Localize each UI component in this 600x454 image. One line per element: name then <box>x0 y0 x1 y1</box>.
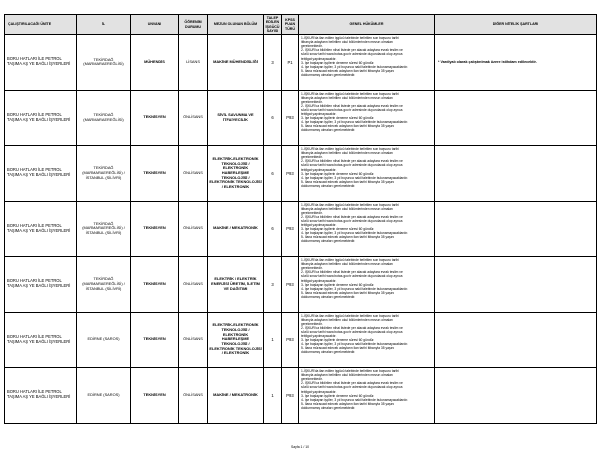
general-provision-line: 3- İşe başlayan işçilerin deneme süresi 60 gündür. <box>301 393 375 398</box>
header-row <box>5 15 597 35</box>
cell-other-qualifications <box>435 201 597 257</box>
general-provision-line: gerekmektedir. <box>301 99 323 104</box>
cell-department: SİVİL SAVUNMA VE İTFAİYECİLİK <box>208 90 264 146</box>
cell-education: ÖNLİSANS <box>179 201 208 257</box>
cell-general-provisions <box>299 146 435 202</box>
page-footer: Sayfa 1 / 10 <box>290 445 310 449</box>
general-provision-line: tebligat yapılmayacaktır. <box>301 389 337 394</box>
cell-kpss: P93 <box>282 257 299 313</box>
general-provision-line: doldurmamış olmaları gerekmektedir. <box>301 405 356 410</box>
general-provision-line: itibarıyla adayların belirtilen okul bölümlerinden mezun olmaları <box>301 151 393 156</box>
cell-unit: BORU HATLARI İLE PETROL TAŞIMA AŞ YE BAĞLI İŞYERLERİ <box>5 257 77 313</box>
header-general-provisions: GENEL HÜKÜMLER <box>299 15 435 35</box>
cell-title: TEKNİSYEN <box>131 257 179 313</box>
cell-title: TEKNİSYEN <box>131 368 179 424</box>
cell-city: TEKİRDAĞ (MARMARAEREĞLİSİ) <box>77 35 131 91</box>
general-provision-line: 2- İŞKUR'ca bildirilen nihai listede yer alacak adaylara evrak teslim ve <box>301 270 403 275</box>
table-row <box>5 90 597 146</box>
cell-department: MAKİNE MÜHENDİSLİĞİ <box>208 35 264 91</box>
cell-department: MAKİNE / MEKATRONİK <box>208 201 264 257</box>
header-city: İL <box>77 15 131 35</box>
cell-general-provisions <box>299 201 435 257</box>
general-provision-line: doldurmamış olmaları gerekmektedir. <box>301 128 356 133</box>
cell-count: 1 <box>264 312 282 368</box>
cell-count: 6 <box>264 90 282 146</box>
cell-count: 6 <box>264 146 282 202</box>
cell-department: ELEKTRİK-ELEKTRONİK TEKNOLOJİSİ / ELEKTRONİK HABERLEŞME TEKNOLOJİSİ / ELEKTRONİK TEKNOLOJİSİ / ELEKTRONİK <box>208 312 264 368</box>
cell-city: EDİRNE (SAROS) <box>77 368 131 424</box>
general-provision-line: tebligat yapılmayacaktır. <box>301 223 337 228</box>
general-provision-line: tebligat yapılmayacaktır. <box>301 278 337 283</box>
general-provision-line: gerekmektedir. <box>301 155 323 160</box>
cell-education: ÖNLİSANS <box>179 368 208 424</box>
cell-city: EDİRNE (SAROS) <box>77 312 131 368</box>
general-provision-line: itibarıyla adayların belirtilen okul bölümlerinden mezun olmaları <box>301 95 393 100</box>
table-row <box>5 35 597 91</box>
cell-kpss: P93 <box>282 368 299 424</box>
general-provision-line: sözlü sınav tarihi www.botas.gov.tr adresinde duyurulacak olup ayrıca <box>301 385 403 390</box>
cell-title: TEKNİSYEN <box>131 312 179 368</box>
cell-count: 3 <box>264 257 282 313</box>
cell-other-qualifications <box>435 312 597 368</box>
general-provision-line: sözlü sınav tarihi www.botas.gov.tr adresinde duyurulacak olup ayrıca <box>301 218 403 223</box>
table-row <box>5 368 597 424</box>
cell-unit: BORU HATLARI İLE PETROL TAŞIMA AŞ YE BAĞLI İŞYERLERİ <box>5 201 77 257</box>
cell-city: TEKİRDAĞ (MARMARAEREĞLİSİ) / İSTANBUL (SİLİVRİ) <box>77 201 131 257</box>
general-provision-line: tebligat yapılmayacaktır. <box>301 167 337 172</box>
table-body <box>5 35 597 424</box>
cell-kpss: P93 <box>282 146 299 202</box>
cell-general-provisions <box>299 35 435 91</box>
general-provision-line: 1-İŞKUR'da ilan edilen işgücü talebinde belirtilen son başvuru tarihi <box>301 313 399 318</box>
header-department: MEZUN OLUNAN BÖLÜM <box>208 15 264 35</box>
general-provision-line: sözlü sınav tarihi www.botas.gov.tr adresinde duyurulacak olup ayrıca <box>301 52 403 57</box>
cell-education: ÖNLİSANS <box>179 146 208 202</box>
cell-general-provisions <box>299 312 435 368</box>
general-provision-line: 1-İŞKUR'da ilan edilen işgücü talebinde belirtilen son başvuru tarihi <box>301 36 399 40</box>
cell-department: ELEKTRİK-ELEKTRONİK TEKNOLOJİSİ / ELEKTRONİK HABERLEŞME TEKNOLOJİSİ / ELEKTRONİK TEKNOLOJİSİ / ELEKTRONİK <box>208 146 264 202</box>
general-provision-line: 4- İşe başlayan işçiler, 3 yıl boyunca nakil talebinde bulunamayacaklardır. <box>301 342 409 347</box>
general-provision-line: 4- İşe başlayan işçiler, 3 yıl boyunca nakil talebinde bulunamayacaklardır. <box>301 120 409 125</box>
general-provision-line: 4- İşe başlayan işçiler, 3 yıl boyunca nakil talebinde bulunamayacaklardır. <box>301 286 409 291</box>
table-row <box>5 312 597 368</box>
general-provision-line: 2- İŞKUR'ca bildirilen nihai listede yer alacak adaylara evrak teslim ve <box>301 103 403 108</box>
general-provision-line: 5- İlana müracaat edecek adayların ilan tarihi itibarıyla 35 yaşını <box>301 235 395 240</box>
general-provision-line: 1-İŞKUR'da ilan edilen işgücü talebinde belirtilen son başvuru tarihi <box>301 369 399 373</box>
general-provision-line: tebligat yapılmayacaktır. <box>301 112 337 117</box>
header-count: TALEP EDİLEN İŞGÜCÜ SAYISI <box>264 15 282 35</box>
cell-other-qualifications <box>435 368 597 424</box>
general-provision-line: sözlü sınav tarihi www.botas.gov.tr adresinde duyurulacak olup ayrıca <box>301 107 403 112</box>
cell-unit: BORU HATLARI İLE PETROL TAŞIMA AŞ YE BAĞLI İŞYERLERİ <box>5 368 77 424</box>
cell-city: TEKİRDAĞ (MARMARAEREĞLİSİ) / İSTANBUL (SİLİVRİ) <box>77 257 131 313</box>
general-provision-line: 2- İŞKUR'ca bildirilen nihai listede yer alacak adaylara evrak teslim ve <box>301 159 403 164</box>
cell-kpss: P93 <box>282 312 299 368</box>
general-provision-line: doldurmamış olmaları gerekmektedir. <box>301 239 356 244</box>
cell-city: TEKİRDAĞ (MARMARAEREĞLİSİ) / İSTANBUL (SİLİVRİ) <box>77 146 131 202</box>
general-provision-line: gerekmektedir. <box>301 210 323 215</box>
general-provision-line: 3- İşe başlayan işçilerin deneme süresi 60 gündür. <box>301 60 375 65</box>
general-provision-line: gerekmektedir. <box>301 266 323 271</box>
cell-other-qualifications <box>435 257 597 313</box>
cell-title: MÜHENDİS <box>131 35 179 91</box>
general-provision-line: 1-İŞKUR'da ilan edilen işgücü talebinde belirtilen son başvuru tarihi <box>301 258 399 262</box>
cell-education: LİSANS <box>179 35 208 91</box>
general-provision-line: 2- İŞKUR'ca bildirilen nihai listede yer alacak adaylara evrak teslim ve <box>301 48 403 53</box>
general-provision-line: 3- İşe başlayan işçilerin deneme süresi 60 gündür. <box>301 338 375 343</box>
cell-count: 6 <box>264 201 282 257</box>
cell-department: ELEKTRİK / ELEKTRİK ENERJİSİ ÜRETİM, İLETİM VE DAĞITIMI <box>208 257 264 313</box>
general-provision-line: 3- İşe başlayan işçilerin deneme süresi 60 gündür. <box>301 282 375 287</box>
cell-other-qualifications <box>435 90 597 146</box>
general-provision-line: tebligat yapılmayacaktır. <box>301 334 337 339</box>
general-provision-line: itibarıyla adayların belirtilen okul bölümlerinden mezun olmaları <box>301 262 393 267</box>
general-provision-line: 5- İlana müracaat edecek adayların ilan tarihi itibarıyla 35 yaşını <box>301 179 395 184</box>
job-listing-sheet <box>4 14 596 424</box>
general-provision-line: doldurmamış olmaları gerekmektedir. <box>301 294 356 299</box>
job-listing-table <box>4 14 597 424</box>
cell-education: ÖNLİSANS <box>179 90 208 146</box>
general-provision-line: itibarıyla adayların belirtilen okul bölümlerinden mezun olmaları <box>301 317 393 322</box>
general-provision-line: gerekmektedir. <box>301 44 323 49</box>
general-provision-line: gerekmektedir. <box>301 377 323 382</box>
general-provision-line: 5- İlana müracaat edecek adayların ilan tarihi itibarıyla 35 yaşını <box>301 401 395 406</box>
general-provision-line: 4- İşe başlayan işçiler, 3 yıl boyunca nakil talebinde bulunamayacaklardır. <box>301 397 409 402</box>
general-provision-line: sözlü sınav tarihi www.botas.gov.tr adresinde duyurulacak olup ayrıca <box>301 329 403 334</box>
general-provision-line: gerekmektedir. <box>301 321 323 326</box>
header-title: UNVANI <box>131 15 179 35</box>
cell-general-provisions <box>299 368 435 424</box>
general-provision-line: 4- İşe başlayan işçiler, 3 yıl boyunca nakil talebinde bulunamayacaklardır. <box>301 64 409 69</box>
cell-title: TEKNİSYEN <box>131 90 179 146</box>
cell-kpss: P1 <box>282 35 299 91</box>
general-provision-line: doldurmamış olmaları gerekmektedir. <box>301 72 356 77</box>
header-other-qualifications: DİĞER NİTELİK ŞARTLARI <box>435 15 597 35</box>
cell-other-qualifications <box>435 146 597 202</box>
cell-unit: BORU HATLARI İLE PETROL TAŞIMA AŞ YE BAĞLI İŞYERLERİ <box>5 90 77 146</box>
general-provision-line: 5- İlana müracaat edecek adayların ilan tarihi itibarıyla 35 yaşını <box>301 68 395 73</box>
cell-city: TEKİRDAĞ (MARMARAEREĞLİSİ) <box>77 90 131 146</box>
cell-general-provisions <box>299 90 435 146</box>
cell-unit: BORU HATLARI İLE PETROL TAŞIMA AŞ YE BAĞLI İŞYERLERİ <box>5 146 77 202</box>
cell-kpss: P93 <box>282 201 299 257</box>
cell-unit: BORU HATLARI İLE PETROL TAŞIMA AŞ YE BAĞLI İŞYERLERİ <box>5 35 77 91</box>
header-unit: ÇALIŞTIRILACAĞI ÜNİTE <box>5 15 77 35</box>
cell-title: TEKNİSYEN <box>131 146 179 202</box>
general-provision-line: 1-İŞKUR'da ilan edilen işgücü talebinde belirtilen son başvuru tarihi <box>301 91 399 96</box>
general-provision-line: 1-İŞKUR'da ilan edilen işgücü talebinde belirtilen son başvuru tarihi <box>301 147 399 151</box>
general-provision-line: 2- İŞKUR'ca bildirilen nihai listede yer alacak adaylara evrak teslim ve <box>301 214 403 219</box>
general-provision-line: sözlü sınav tarihi www.botas.gov.tr adresinde duyurulacak olup ayrıca <box>301 163 403 168</box>
general-provision-line: 5- İlana müracaat edecek adayların ilan tarihi itibarıyla 35 yaşını <box>301 124 395 129</box>
cell-count: 3 <box>264 35 282 91</box>
general-provision-line: 5- İlana müracaat edecek adayların ilan tarihi itibarıyla 35 yaşını <box>301 346 395 351</box>
cell-unit: BORU HATLARI İLE PETROL TAŞIMA AŞ YE BAĞLI İŞYERLERİ <box>5 312 77 368</box>
cell-kpss: P93 <box>282 90 299 146</box>
cell-general-provisions <box>299 257 435 313</box>
header-education: ÖĞRENİM DURUMU <box>179 15 208 35</box>
cell-education: ÖNLİSANS <box>179 257 208 313</box>
general-provision-line: 1-İŞKUR'da ilan edilen işgücü talebinde belirtilen son başvuru tarihi <box>301 202 399 207</box>
general-provision-line: 3- İşe başlayan işçilerin deneme süresi 60 gündür. <box>301 116 375 121</box>
general-provision-line: itibarıyla adayların belirtilen okul bölümlerinden mezun olmaları <box>301 206 393 211</box>
general-provision-line: doldurmamış olmaları gerekmektedir. <box>301 183 356 188</box>
general-provision-line: 2- İŞKUR'ca bildirilen nihai listede yer alacak adaylara evrak teslim ve <box>301 325 403 330</box>
general-provision-line: itibarıyla adayların belirtilen okul bölümlerinden mezun olmaları <box>301 40 393 45</box>
table-row <box>5 257 597 313</box>
table-row <box>5 146 597 202</box>
header-kpss: KPSS PUAN TÜRÜ <box>282 15 299 35</box>
general-provision-line: 3- İşe başlayan işçilerin deneme süresi 60 gündür. <box>301 227 375 232</box>
general-provision-line: sözlü sınav tarihi www.botas.gov.tr adresinde duyurulacak olup ayrıca <box>301 274 403 279</box>
cell-count: 1 <box>264 368 282 424</box>
general-provision-line: doldurmamış olmaları gerekmektedir. <box>301 350 356 355</box>
general-provision-line: 3- İşe başlayan işçilerin deneme süresi 60 gündür. <box>301 171 375 176</box>
cell-other-qualifications: * Vardiyalı olarak çalıştırılmak üzere istihdam edilecektir. <box>435 35 597 91</box>
general-provision-line: tebligat yapılmayacaktır. <box>301 56 337 61</box>
cell-education: ÖNLİSANS <box>179 312 208 368</box>
general-provision-line: itibarıyla adayların belirtilen okul bölümlerinden mezun olmaları <box>301 373 393 378</box>
general-provision-line: 4- İşe başlayan işçiler, 3 yıl boyunca nakil talebinde bulunamayacaklardır. <box>301 175 409 180</box>
table-row <box>5 201 597 257</box>
general-provision-line: 5- İlana müracaat edecek adayların ilan tarihi itibarıyla 35 yaşını <box>301 290 395 295</box>
cell-department: MAKİNE / MEKATRONİK <box>208 368 264 424</box>
general-provision-line: 2- İŞKUR'ca bildirilen nihai listede yer alacak adaylara evrak teslim ve <box>301 381 403 386</box>
general-provision-line: 4- İşe başlayan işçiler, 3 yıl boyunca nakil talebinde bulunamayacaklardır. <box>301 231 409 236</box>
cell-title: TEKNİSYEN <box>131 201 179 257</box>
